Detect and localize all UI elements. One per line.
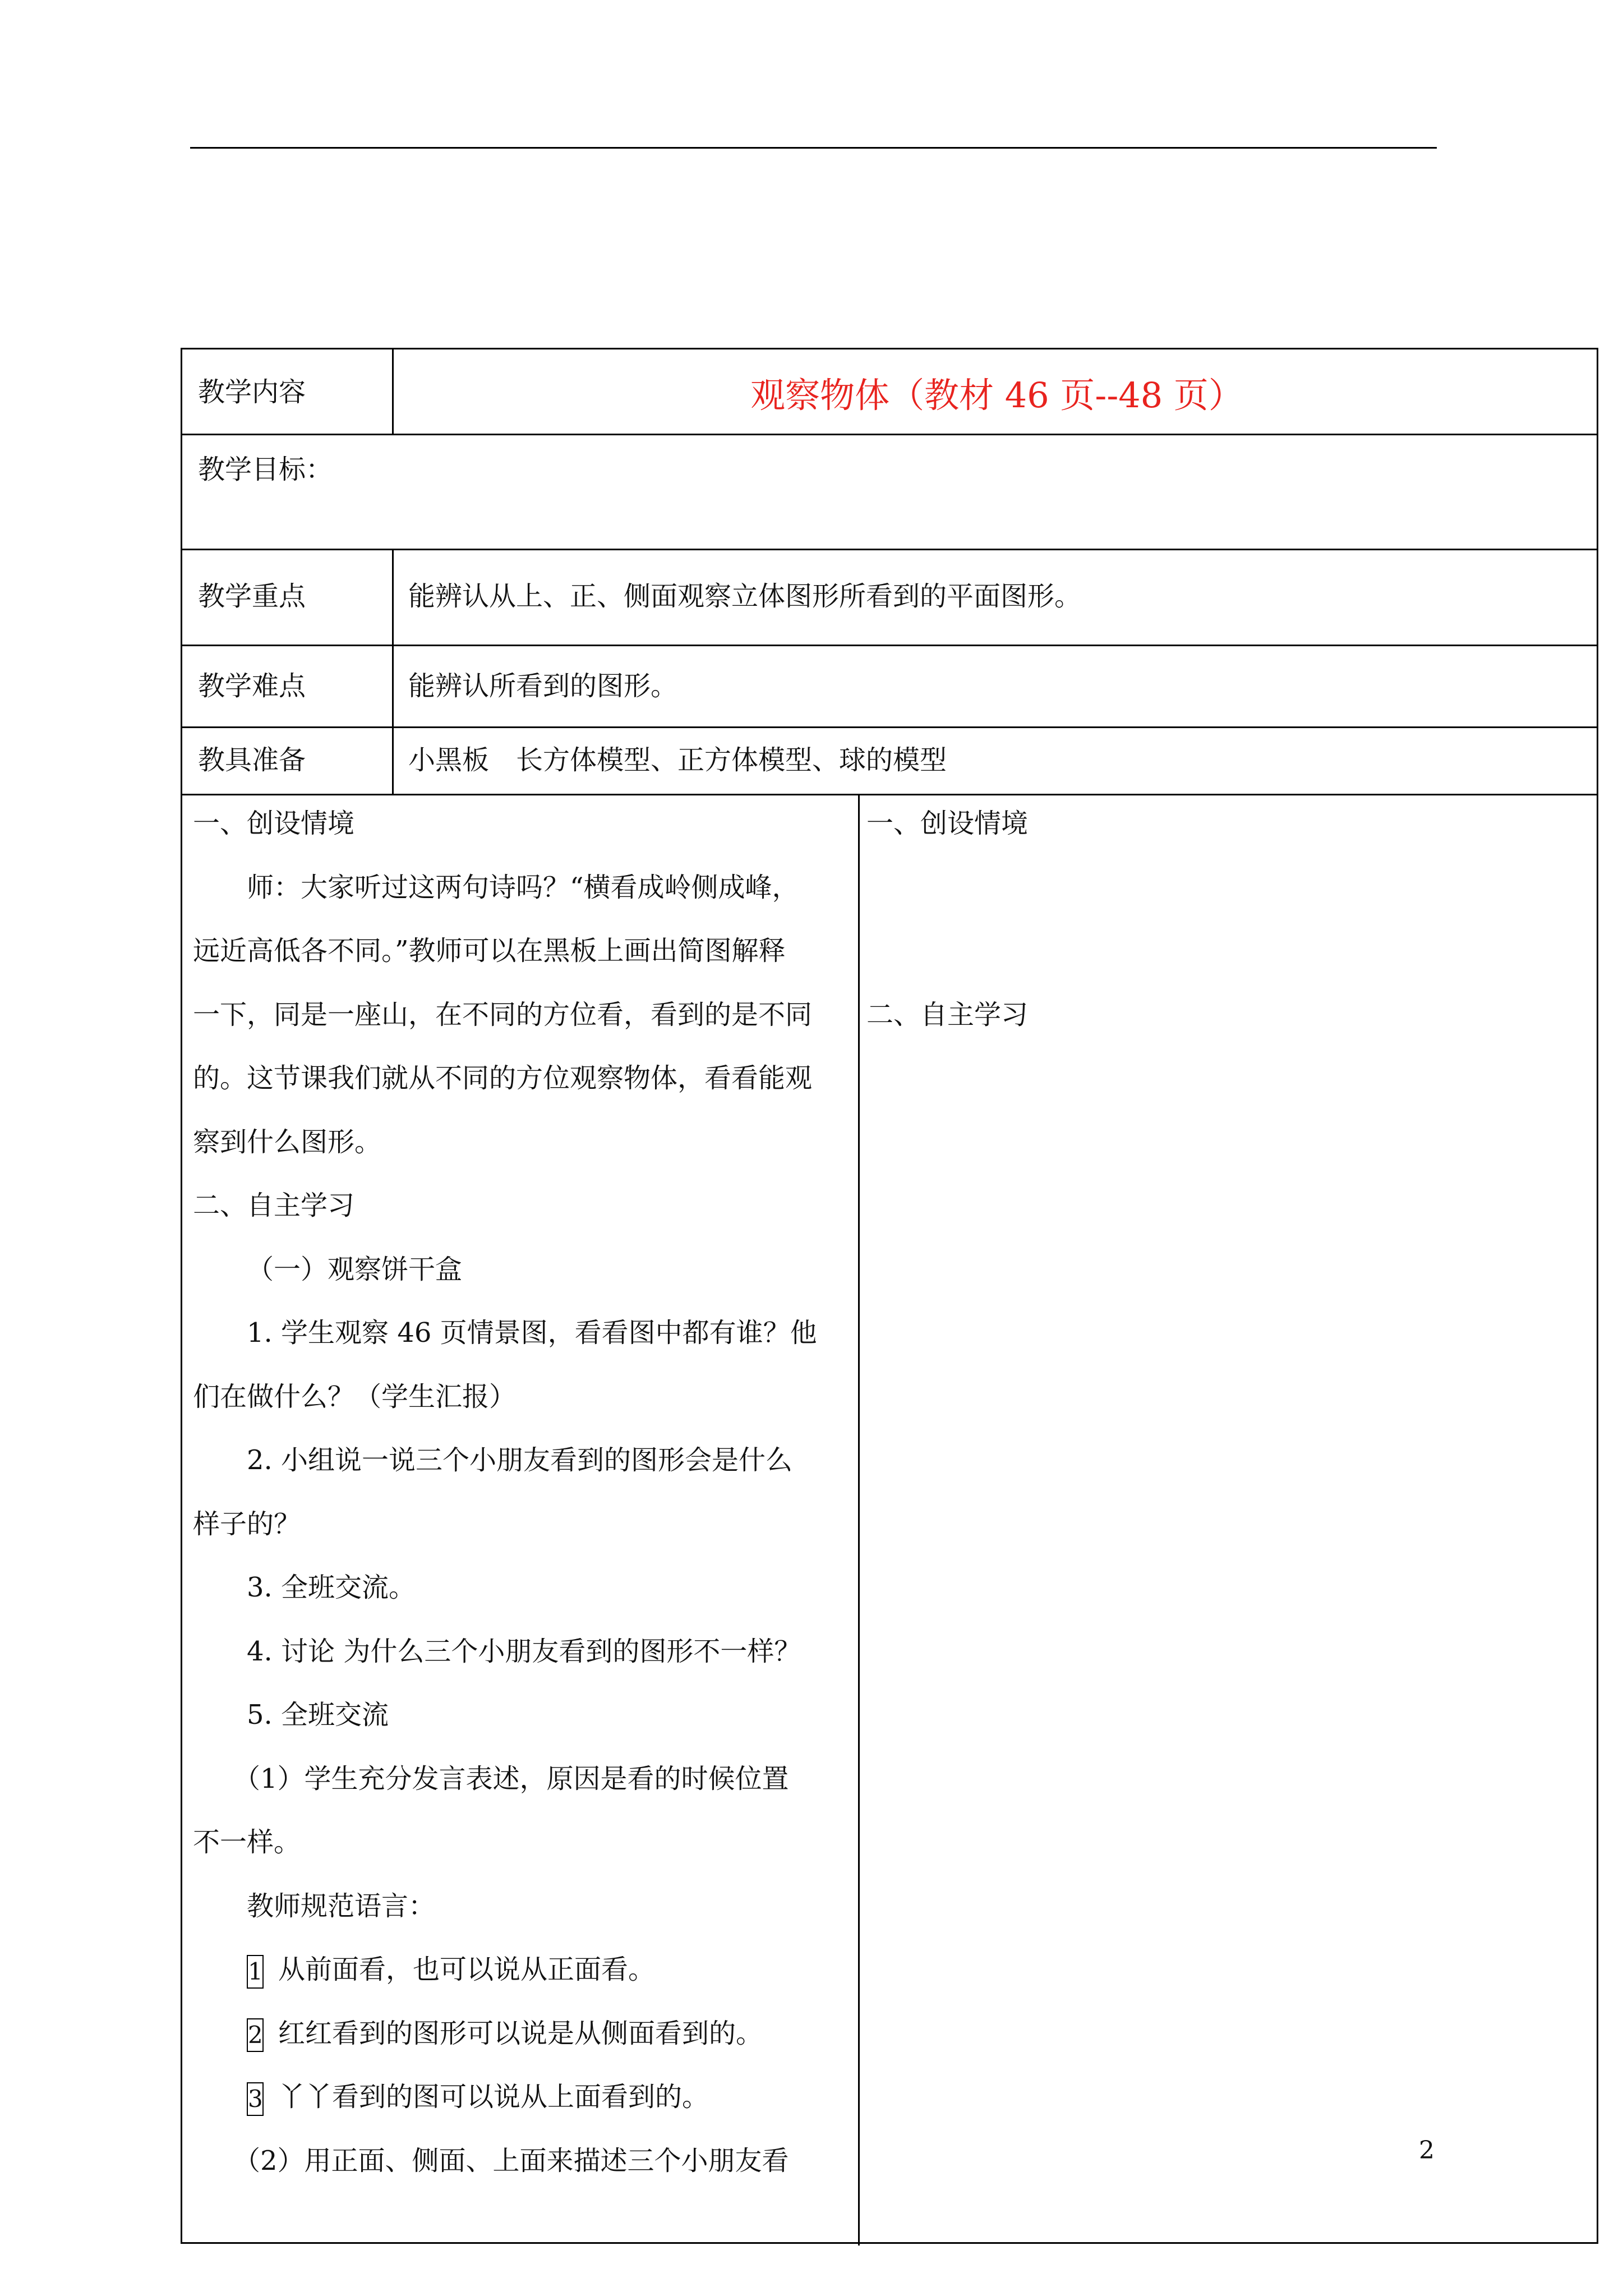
header-rule	[190, 147, 1437, 149]
paragraph-line: 师：大家听过这两句诗吗？“横看成岭侧成峰，	[247, 871, 799, 903]
list-item-line: 5. 全班交流	[247, 1699, 389, 1731]
procedure-column	[193, 792, 849, 2193]
tools-value: 小黑板 长方体模型、正方体模型、球的模型	[408, 744, 947, 776]
key-point-value: 能辨认从上、正、侧面观察立体图形所看到的平面图形。	[408, 581, 1082, 612]
paragraph-line: 的。这节课我们就从不同的方位观察物体，看看能观	[193, 1062, 813, 1094]
boxed-number: 2	[247, 2018, 264, 2052]
paragraph-line: 一下，同是一座山，在不同的方位看，看到的是不同	[193, 999, 813, 1030]
list-item-line: 2. 小组说一说三个小朋友看到的图形会是什么	[247, 1444, 793, 1476]
label-column-divider	[392, 549, 394, 794]
subsection-heading: （一）观察饼干盒	[247, 1253, 463, 1285]
boxed-item-text: 从前面看，也可以说从正面看。	[278, 1954, 656, 1985]
body-column-divider	[858, 794, 860, 2246]
boxed-item	[193, 2065, 849, 2129]
section-heading: 二、自主学习	[193, 1190, 355, 1221]
label-column-divider	[392, 349, 394, 434]
list-item-line: 1. 学生观察 46 页情景图，看看图中都有谁？他	[247, 1317, 817, 1349]
goal-label: 教学目标：	[198, 454, 333, 485]
list-item-line: 4. 讨论 为什么三个小朋友看到的图形不一样？	[247, 1635, 801, 1667]
section-heading: 一、创设情境	[193, 808, 355, 839]
boxed-number: 3	[247, 2082, 264, 2116]
boxed-item-text: 红红看到的图形可以说是从侧面看到的。	[278, 2017, 763, 2049]
page-number: 2	[1419, 2136, 1435, 2165]
boxed-number: 1	[247, 1955, 264, 1989]
row-divider	[182, 549, 1597, 550]
difficulty-value: 能辨认所看到的图形。	[408, 670, 678, 702]
row-divider	[182, 726, 1597, 728]
boxed-item	[193, 1938, 849, 2002]
paragraph-line: 远近高低各不同。”教师可以在黑板上画出简图解释	[193, 935, 786, 967]
row-divider	[182, 645, 1597, 646]
tools-label: 教具准备	[198, 744, 306, 776]
boxed-item	[193, 2002, 849, 2066]
lesson-title: 观察物体（教材 46 页--48 页）	[750, 375, 1243, 416]
row-divider	[182, 434, 1597, 435]
list-item-line: 样子的？	[193, 1508, 301, 1540]
key-point-label: 教学重点	[198, 581, 306, 612]
list-item-line: 3. 全班交流。	[247, 1572, 416, 1603]
sub-item-line: （2）用正面、侧面、上面来描述三个小朋友看	[233, 2145, 789, 2177]
sub-item-line: （1）学生充分发言表述，原因是看的时候位置	[233, 1763, 789, 1795]
spacer	[866, 856, 1405, 983]
notes-column	[866, 792, 1405, 1047]
section-heading: 一、创设情境	[866, 808, 1029, 839]
content-label: 教学内容	[198, 376, 306, 408]
paragraph-line: 察到什么图形。	[193, 1126, 382, 1158]
difficulty-label: 教学难点	[198, 670, 306, 702]
section-heading: 二、自主学习	[866, 999, 1029, 1030]
sub-item-line: 不一样。	[193, 1826, 301, 1858]
paragraph-line: 教师规范语言：	[247, 1890, 436, 1922]
list-item-line: 们在做什么？（学生汇报）	[193, 1381, 517, 1412]
boxed-item-text: 丫丫看到的图可以说从上面看到的。	[278, 2081, 709, 2113]
